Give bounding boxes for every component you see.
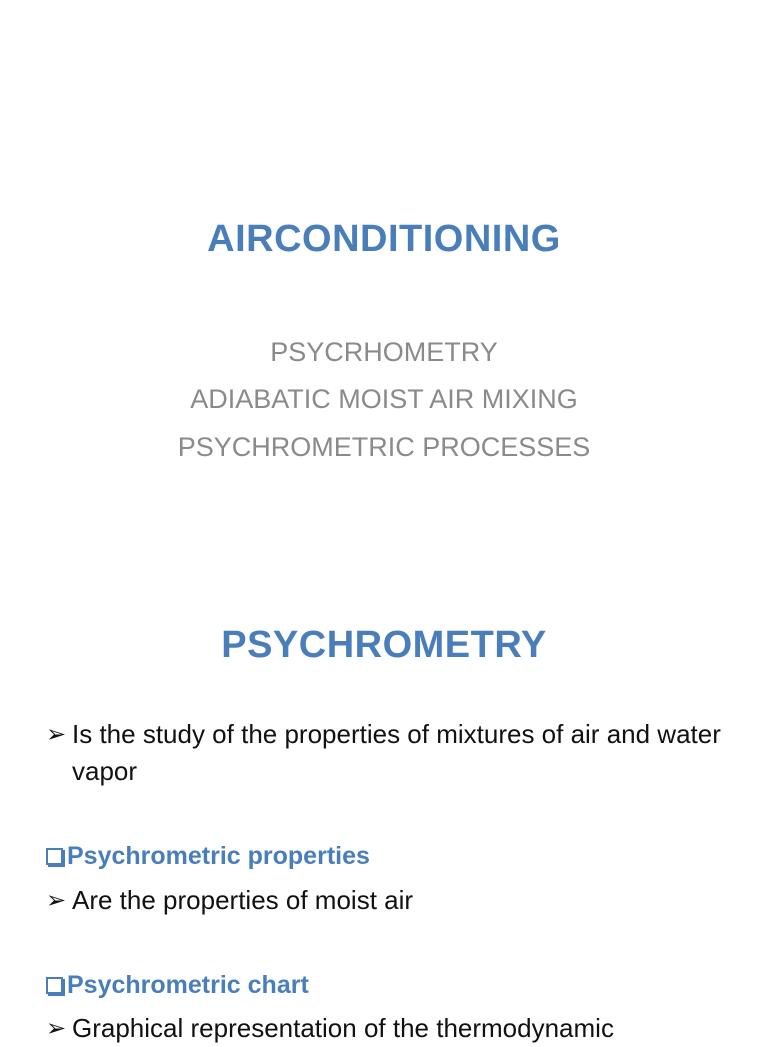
section-heading-text: Psychrometric properties bbox=[67, 842, 370, 870]
slide-1-title: AIRCONDITIONING bbox=[207, 218, 561, 260]
arrow-bullet-icon: ➢ bbox=[46, 887, 67, 914]
slide-1-subtitle-3: PSYCHROMETRIC PROCESSES bbox=[177, 432, 591, 462]
section-heading-properties bbox=[46, 842, 370, 871]
square-bullet-icon bbox=[46, 977, 63, 994]
properties-bullet bbox=[46, 882, 726, 919]
arrow-bullet-icon: ➢ bbox=[46, 1015, 67, 1042]
arrow-bullet-icon: ➢ bbox=[46, 721, 67, 748]
intro-bullet bbox=[46, 716, 726, 790]
slide-1-subtitle-1: PSYCRHOMETRY bbox=[270, 337, 498, 367]
section-heading-text: Psychrometric chart bbox=[67, 971, 309, 999]
properties-bullet-text: Are the properties of moist air bbox=[72, 885, 414, 915]
intro-bullet-text: Is the study of the properties of mixtures of air and water vapor bbox=[72, 719, 721, 786]
slide-1-subtitle-2: ADIABATIC MOIST AIR MIXING bbox=[190, 384, 578, 414]
square-bullet-icon bbox=[46, 848, 63, 865]
chart-bullet-text: Graphical representation of the thermodynamic bbox=[72, 1013, 614, 1043]
chart-bullet bbox=[46, 1010, 726, 1047]
slide-2-title: PSYCHROMETRY bbox=[221, 624, 547, 666]
section-heading-chart bbox=[46, 971, 309, 1000]
